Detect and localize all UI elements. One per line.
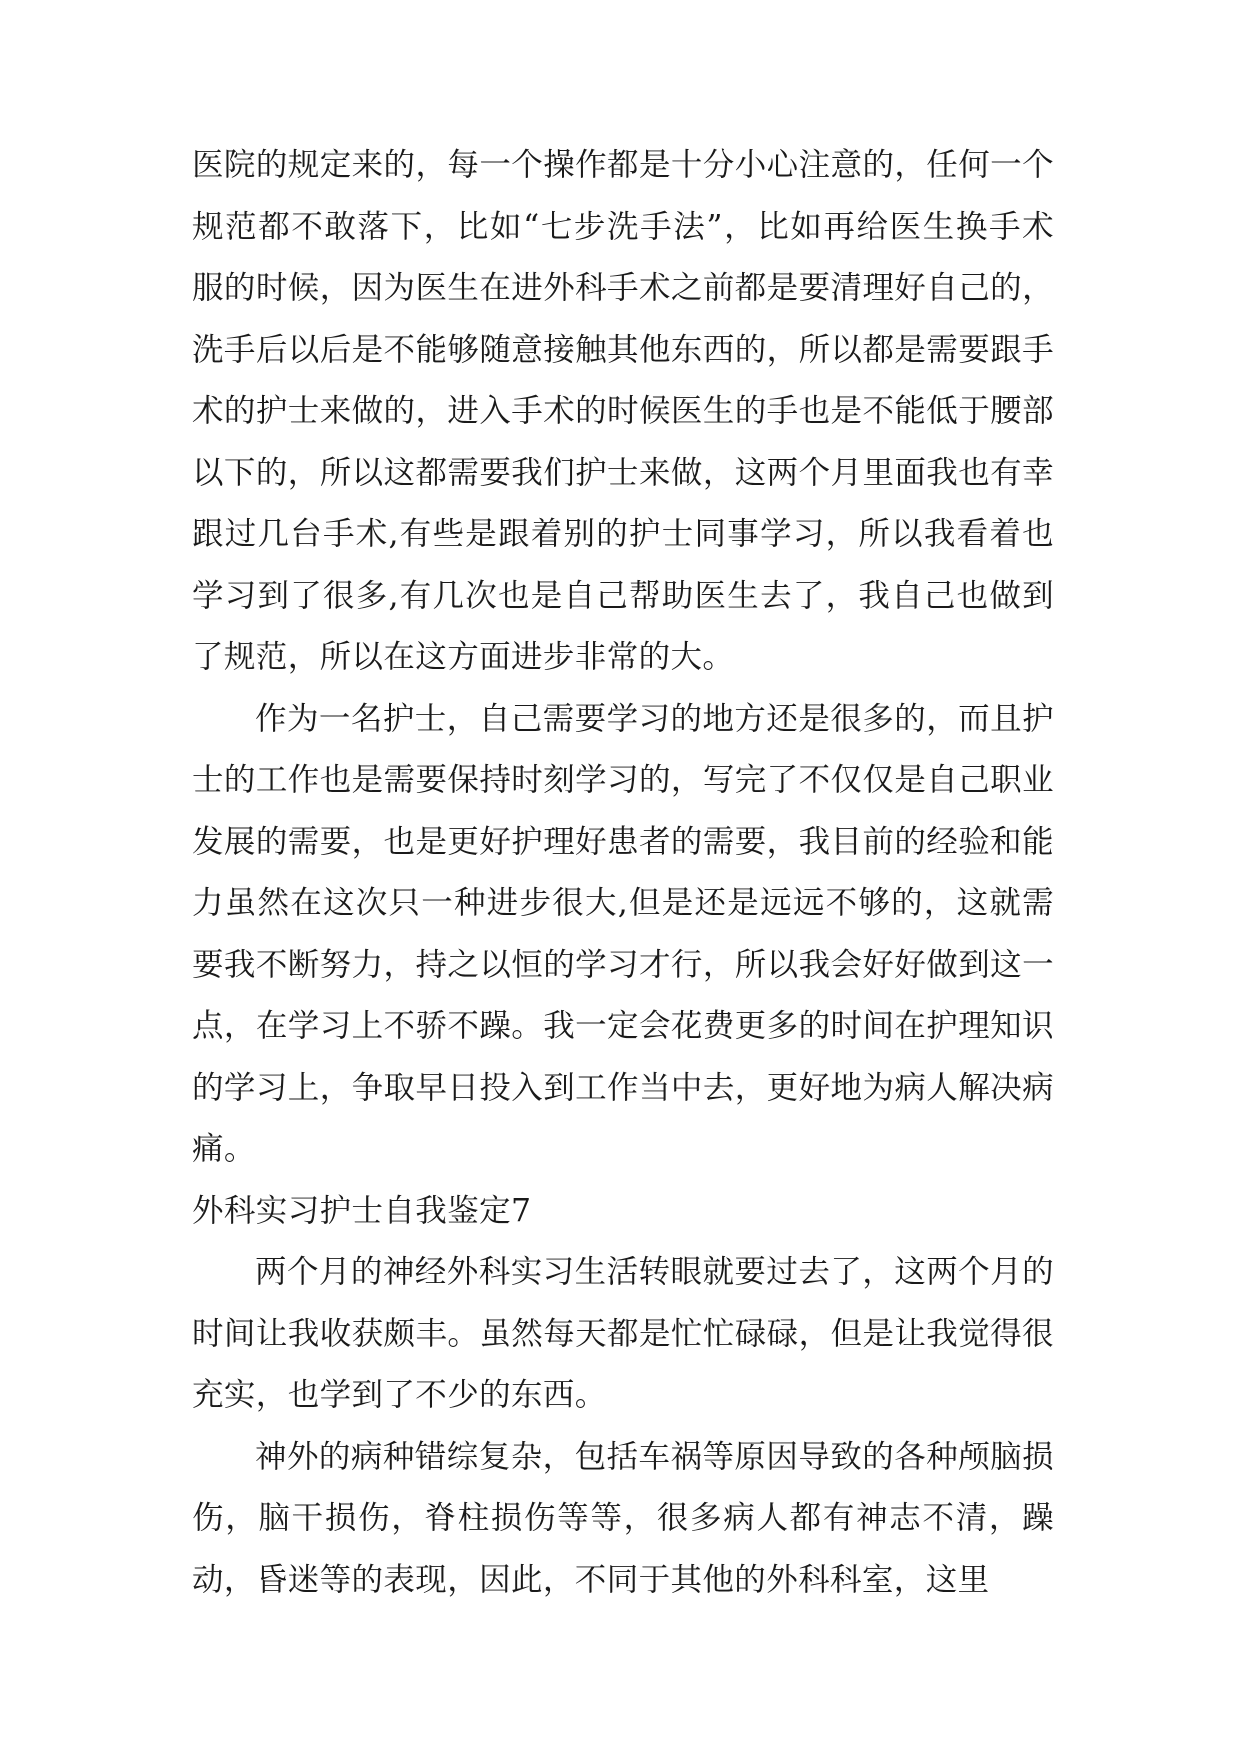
paragraph-nurse-learning: 作为一名护士，自己需要学习的地方还是很多的，而且护士的工作也是需要保持时刻学习的，写完了不仅仅是自己职业发展的需要，也是更好护理好患者的需要，我目前的经验和能力虽然在这次只一种进步很大,但是还是远远不够的，这就需要我不断努力，持之以恒的学习才行，所以我会好好做到这一点，在学习上不骄不躁。我一定会花费更多的时间在护理知识的学习上，争取早日投入到工作当中去，更好地为病人解决病痛。	[192, 700, 1054, 1167]
paragraph-neurosurgery-cases: 神外的病种错综复杂，包括车祸等原因导致的各种颅脑损伤，脑干损伤，脊柱损伤等等，很多病人都有神志不清，躁动，昏迷等的表现，因此，不同于其他的外科科室，这里	[192, 1438, 1054, 1598]
paragraph-continuation: 医院的规定来的，每一个操作都是十分小心注意的，任何一个规范都不敢落下，比如“七步洗手法”，比如再给医生换手术服的时候，因为医生在进外科手术之前都是要清理好自己的，洗手后以后是不能够随意接触其他东西的，所以都是需要跟手术的护士来做的，进入手术的时候医生的手也是不能低于腰部以下的，所以这都需要我们护士来做，这两个月里面我也有幸跟过几台手术,有些是跟着别的护士同事学习，所以我看着也学习到了很多,有几次也是自己帮助医生去了，我自己也做到了规范，所以在这方面进步非常的大。	[192, 147, 1054, 675]
paragraph-neurosurgery-intro: 两个月的神经外科实习生活转眼就要过去了，这两个月的时间让我收获颇丰。虽然每天都是忙忙碌碌，但是让我觉得很充实，也学到了不少的东西。	[192, 1254, 1054, 1413]
section-heading: 外科实习护士自我鉴定7	[192, 1192, 532, 1229]
document-body	[192, 135, 1054, 1611]
